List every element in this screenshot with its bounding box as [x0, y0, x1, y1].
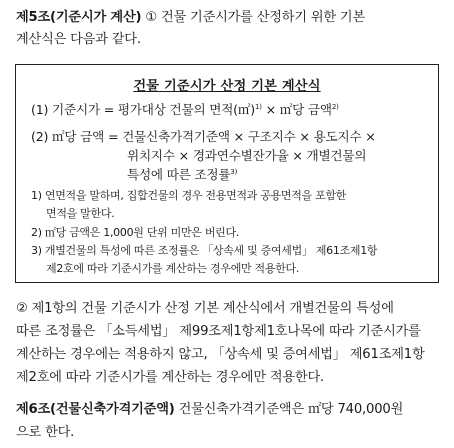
footnote-2: 2) ㎡당 금액은 1,000원 단위 미만은 버린다. — [31, 226, 239, 239]
article-5-line-1 — [16, 6, 444, 29]
para-2-line-3: 계산하는 경우에는 적용하지 않고, 「상속세 및 증여세법」 제61조제1항 — [16, 347, 425, 362]
article-5-line-2: 계산식은 다음과 같다. — [16, 32, 141, 47]
para-2-line-1: ② 제1항의 건물 기준시가 산정 기본 계산식에서 개별건물의 특성에 — [16, 301, 394, 316]
formula-box-title: 건물 기준시가 산정 기본 계산식 — [133, 79, 321, 94]
footnote-3-line-2: 제2호에 따라 기준시가를 계산하는 경우에만 적용한다. — [46, 262, 300, 275]
article-6-heading: 제6조(건물신축가격기준액) — [16, 402, 175, 417]
formula-2-line-1: (2) ㎡당 금액 = 건물신축가격기준액 × 구조지수 × 용도지수 × — [31, 129, 376, 144]
footnote-3-line-1: 3) 개별건물의 특성에 따른 조정률은 「상속세 및 증여세법」 제61조제1항 — [31, 244, 378, 257]
formula-2-line-2: 위치지수 × 경과연수별잔가율 × 개별건물의 — [127, 148, 367, 163]
article-6-line-1 — [16, 398, 444, 421]
footnote-1-line-1: 1) 연면적을 말하며, 집합건물의 경우 전용면적과 공용면적을 포함한 — [31, 189, 347, 202]
article-6-text: 건물신축가격기준액은 ㎡당 740,000원 — [178, 402, 404, 417]
formula-2-line-3: 특성에 따른 조정률$^{3)}$ — [127, 167, 238, 182]
para-2-line-2: 따른 조정률은 「소득세법」 제99조제1항제1호나목에 따라 기준시가를 — [16, 324, 421, 339]
article-5-para-1-text: ① 건물 기준시가를 산정하기 위한 기본 — [145, 10, 366, 25]
formula-box — [15, 64, 439, 283]
article-6-line-2: 으로 한다. — [16, 425, 75, 440]
article-5-heading: 제5조(기준시가 계산) — [16, 10, 142, 25]
formula-1: (1) 기준시가 = 평가대상 건물의 면적(㎡)$^{1)}$ × ㎡당 금액$^{2)}$ — [31, 102, 339, 117]
para-2-line-4: 제2호에 따라 기준시가를 계산하는 경우에만 적용한다. — [16, 370, 325, 385]
footnote-1-line-2: 면적을 말한다. — [46, 207, 115, 220]
